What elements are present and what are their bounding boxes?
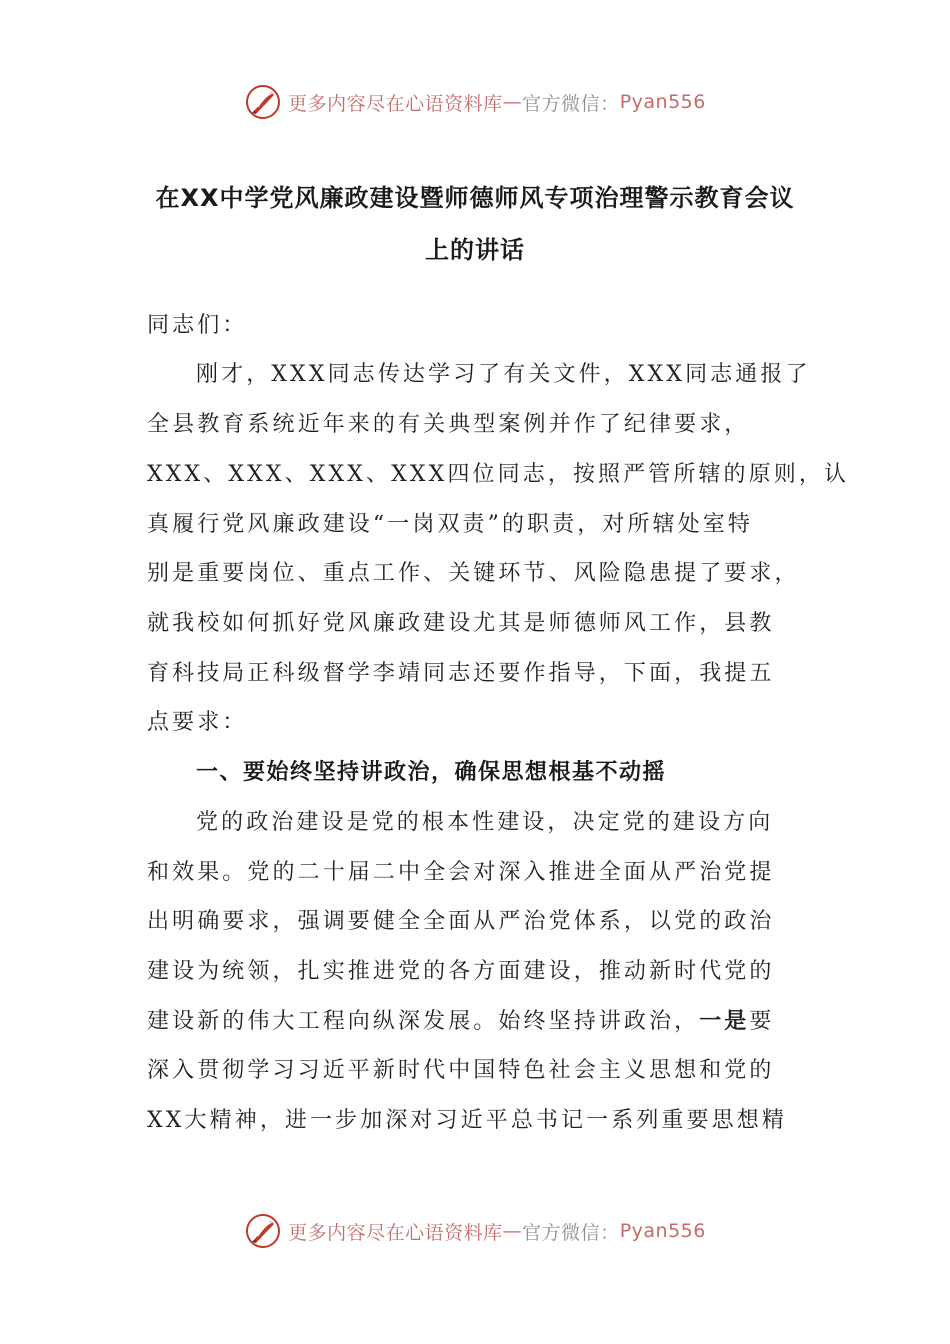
document-title-line1: 在XX中学党风廉政建设暨师德师风专项治理警示教育会议 (155, 184, 795, 212)
paragraph1-line: 别是重要岗位、重点工作、关键环节、风险隐患提了要求， (147, 561, 800, 586)
banner-brand-text: 更多内容尽在心语资料库 (288, 92, 503, 115)
banner-dash: — (502, 91, 523, 113)
paragraph1-line: 全县教育系统近年来的有关典型案例并作了纪律要求， (147, 412, 750, 437)
paragraph2-bold-marker: 一是 (699, 1009, 750, 1034)
header-watermark-banner (0, 80, 950, 124)
paragraph2-line-text: 建设新的伟大工程向纵深发展。始终坚持讲政治， (147, 1009, 700, 1034)
banner-official-label: 官方微信： (522, 1221, 620, 1244)
paragraph1-line: 就我校如何抓好党风廉政建设尤其是师德师风工作，县教 (147, 611, 775, 636)
paragraph2-line: 出明确要求，强调要健全全面从严治党体系，以党的政治 (147, 909, 775, 934)
paragraph2-after-bold: 要 (749, 1009, 775, 1034)
salutation: 同志们： (147, 313, 248, 338)
paragraph2-line (147, 1004, 775, 1035)
paragraph1-line: XXX、XXX、XXX、XXX四位同志，按照严管所辖的原则，认 (147, 462, 850, 487)
paragraph2-line: XX大精神，进一步加深对习近平总书记一系列重要思想精 (147, 1108, 787, 1133)
footer-watermark-banner (0, 1209, 950, 1253)
paragraph1-line: 育科技局正科级督学李靖同志还要作指导，下面，我提五 (147, 661, 775, 686)
banner-official-label: 官方微信： (522, 92, 620, 115)
banner-brand-text: 更多内容尽在心语资料库 (288, 1221, 503, 1244)
paragraph1-line: 点要求： (147, 710, 248, 735)
banner-wechat-id: Pyan556 (619, 91, 706, 113)
section1-heading: 一、要始终坚持讲政治，确保思想根基不动摇 (196, 760, 667, 785)
banner-wechat-id: Pyan556 (619, 1220, 706, 1242)
banner-dash: — (502, 1220, 523, 1242)
paragraph2-line: 党的政治建设是党的根本性建设，决定党的建设方向 (196, 810, 774, 835)
paragraph1-line: 真履行党风廉政建设“一岗双责”的职责，对所辖处室特 (147, 512, 753, 537)
paragraph2-line: 深入贯彻学习习近平新时代中国特色社会主义思想和党的 (147, 1058, 775, 1083)
quill-logo-icon (244, 1212, 282, 1250)
paragraph2-line: 建设为统领，扎实推进党的各方面建设，推动新时代党的 (147, 959, 775, 984)
quill-logo-icon (244, 83, 282, 121)
document-title-line2: 上的讲话 (425, 236, 525, 264)
paragraph1-line: 刚才，XXX同志传达学习了有关文件，XXX同志通报了 (196, 362, 811, 387)
paragraph2-line: 和效果。党的二十届二中全会对深入推进全面从严治党提 (147, 860, 775, 885)
